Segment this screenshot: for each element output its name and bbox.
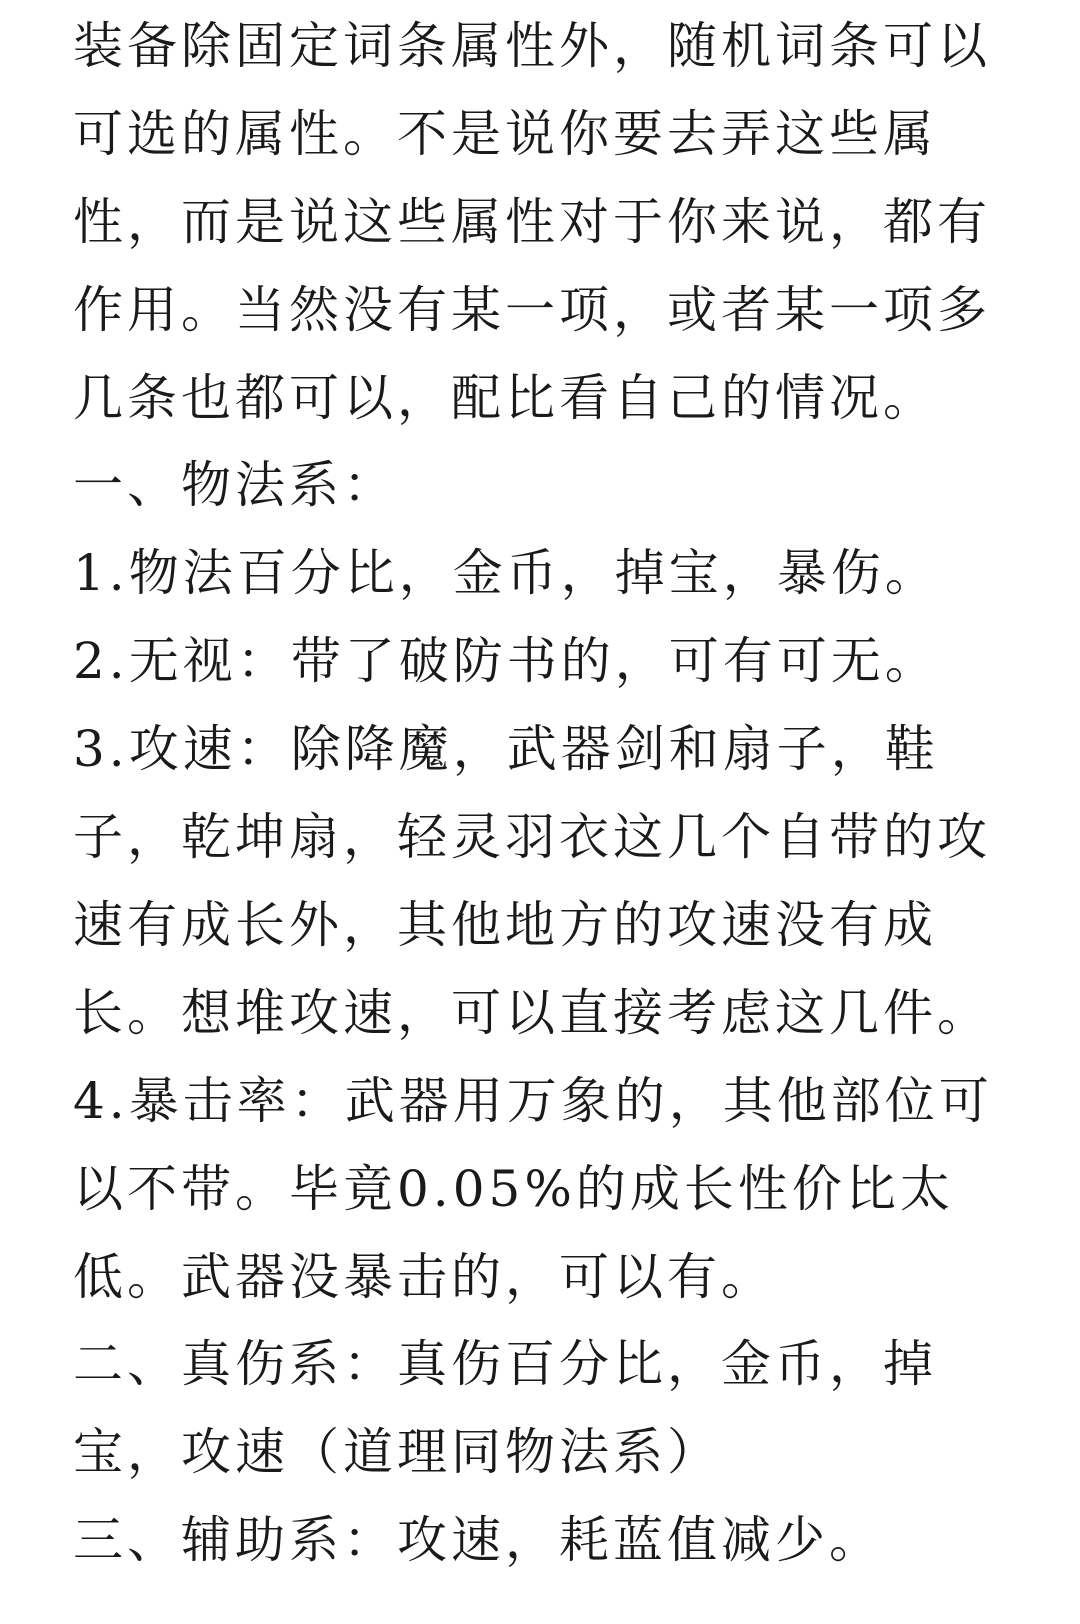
text-line: 速有成长外，其他地方的攻速没有成: [73, 896, 937, 954]
document-body: [73, 0, 1033, 1624]
text-line: 宝，攻速（道理同物法系）: [73, 1423, 721, 1481]
text-line: 低。武器没暴击的，可以有。: [73, 1248, 775, 1306]
list-item: 4.暴击率：武器用万象的，其他部位可: [73, 1072, 993, 1130]
text-line: 几条也都可以，配比看自己的情况。: [73, 369, 937, 427]
text-line: 可选的属性。不是说你要去弄这些属: [73, 105, 937, 163]
list-item: 3.攻速：除降魔，武器剑和扇子，鞋: [73, 720, 939, 778]
text-line: 性，而是说这些属性对于你来说，都有: [73, 193, 991, 251]
text-line: 以不带。毕竟0.05%的成长性价比太: [73, 1160, 954, 1218]
section-heading: 二、真伤系：真伤百分比，金币，掉: [73, 1335, 937, 1393]
text-line: 作用。当然没有某一项，或者某一项多: [73, 281, 991, 339]
section-heading: 三、辅助系：攻速，耗蓝值减少。: [73, 1511, 883, 1569]
text-line: 子，乾坤扇，轻灵羽衣这几个自带的攻: [73, 808, 991, 866]
text-line: 装备除固定词条属性外，随机词条可以: [73, 17, 991, 75]
text-line: 长。想堆攻速，可以直接考虑这几件。: [73, 984, 991, 1042]
section-heading: 一、物法系：: [73, 456, 397, 514]
list-item: 1.物法百分比，金币，掉宝，暴伤。: [73, 544, 939, 602]
list-item: 2.无视：带了破防书的，可有可无。: [73, 632, 939, 690]
